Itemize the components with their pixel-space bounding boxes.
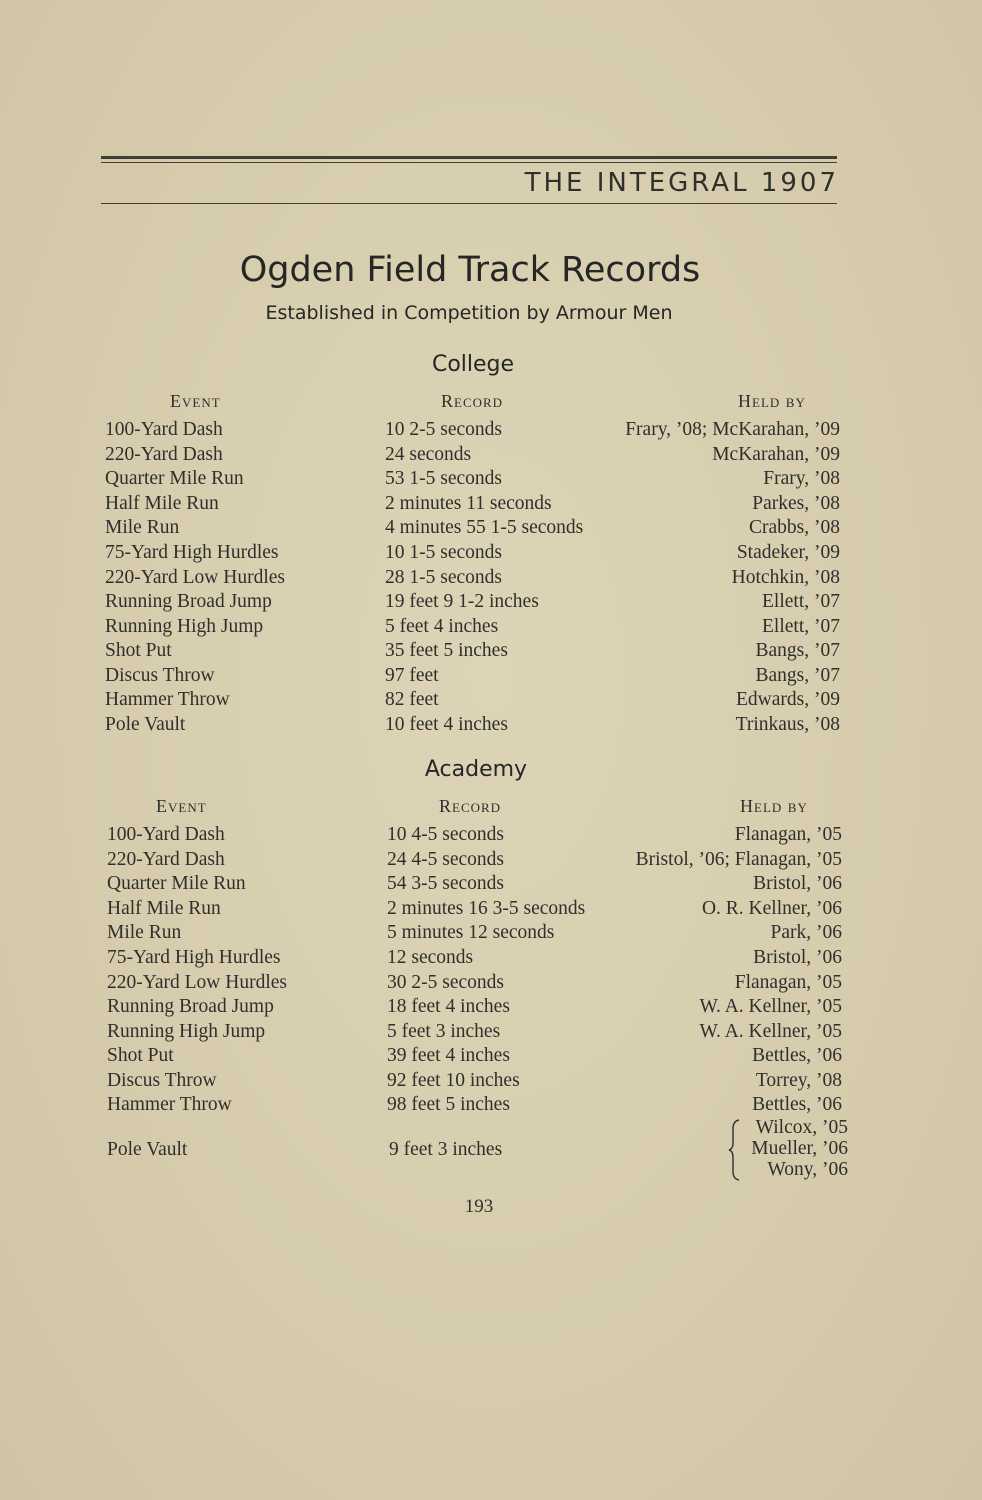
event-name: Running High Jump [105,616,264,637]
record-holder: Ellett, ’07 [762,616,840,637]
record-holder: Frary, ’08; McKarahan, ’09 [625,419,840,440]
event-name: Shot Put [107,1045,174,1066]
academy-record-header: Record [439,796,502,816]
record-holder: Hotchkin, ’08 [731,567,840,588]
record-holder: Edwards, ’09 [736,689,840,710]
college-row [0,540,982,565]
record-value: 24 4-5 seconds [387,849,504,870]
record-value: 9 feet 3 inches [389,1139,503,1160]
record-value: 30 2-5 seconds [387,972,504,993]
academy-section-title: Academy [424,757,528,782]
academy-row [0,1043,982,1068]
academy-row [0,1092,982,1117]
record-holder: Trinkaus, ’08 [735,714,840,735]
record-holder: Bettles, ’06 [752,1094,842,1115]
record-value: 19 feet 9 1-2 inches [385,591,539,612]
page-title: Ogden Field Track Records [239,250,701,290]
event-name: 100-Yard Dash [107,824,225,845]
college-row [0,491,982,516]
record-holder: O. R. Kellner, ’06 [701,898,842,919]
holder-name: Wilcox, ’05 [755,1117,848,1138]
academy-row [0,1019,982,1044]
academy-row [0,896,982,921]
record-holder: Torrey, ’08 [755,1070,842,1091]
record-value: 18 feet 4 inches [387,996,510,1017]
college-row [0,687,982,712]
record-holder: Parkes, ’08 [752,493,840,514]
event-name: Quarter Mile Run [107,873,246,894]
academy-row [0,871,982,896]
record-value: 10 1-5 seconds [385,542,502,563]
record-holder: Frary, ’08 [763,468,840,489]
event-name: Discus Throw [107,1070,217,1091]
event-name: Discus Throw [105,665,215,686]
event-name: Running Broad Jump [107,996,274,1017]
academy-row [0,945,982,970]
event-name: Mile Run [107,922,182,943]
event-name: 75-Yard High Hurdles [105,542,279,563]
event-name: 220-Yard Low Hurdles [107,972,288,993]
record-value: 92 feet 10 inches [387,1070,520,1091]
record-value: 5 minutes 12 seconds [387,922,555,943]
record-holder: W. A. Kellner, ’05 [699,996,842,1017]
event-name: Half Mile Run [105,493,219,514]
college-held-by-header: Held by [738,391,806,411]
event-name: Pole Vault [105,714,186,735]
college-row [0,663,982,688]
event-name: 220-Yard Low Hurdles [105,567,286,588]
holder-names [751,1117,848,1180]
record-holders-group [728,1117,848,1185]
academy-row [0,822,982,847]
academy-row [0,847,982,872]
record-holder: W. A. Kellner, ’05 [699,1021,842,1042]
record-value: 10 feet 4 inches [385,714,508,735]
record-value: 24 seconds [385,444,472,465]
academy-row [0,994,982,1019]
college-row [0,442,982,467]
event-name: Pole Vault [107,1139,188,1160]
record-holder: McKarahan, ’09 [712,444,840,465]
record-value: 28 1-5 seconds [385,567,502,588]
header-rule-bottom [101,203,837,204]
event-name: Running Broad Jump [105,591,272,612]
event-name: 100-Yard Dash [105,419,223,440]
academy-row [0,970,982,995]
record-value: 53 1-5 seconds [385,468,502,489]
record-value: 5 feet 4 inches [385,616,499,637]
event-name: Running High Jump [107,1021,266,1042]
record-value: 12 seconds [387,947,474,968]
record-holder: Bangs, ’07 [755,665,840,686]
record-value: 10 4-5 seconds [387,824,504,845]
record-holder: Stadeker, ’09 [736,542,840,563]
record-value: 4 minutes 55 1-5 seconds [385,517,584,538]
record-holder: Ellett, ’07 [762,591,840,612]
record-holder: Bettles, ’06 [752,1045,842,1066]
event-name: Hammer Throw [105,689,230,710]
record-holder: Bristol, ’06 [753,947,842,968]
event-name: Hammer Throw [107,1094,232,1115]
event-name: 220-Yard Dash [107,849,225,870]
college-row [0,712,982,737]
record-holder: Flanagan, ’05 [734,972,842,993]
page-number: 193 [464,1196,494,1217]
record-value: 10 2-5 seconds [385,419,502,440]
record-holder: Bristol, ’06 [753,873,842,894]
college-record-header: Record [441,391,504,411]
event-name: 75-Yard High Hurdles [107,947,281,968]
curly-brace-icon [728,1117,742,1183]
record-value: 5 feet 3 inches [387,1021,501,1042]
record-holder: Park, ’06 [770,922,842,943]
running-head: THE INTEGRAL 1907 [524,168,839,198]
record-holder: Crabbs, ’08 [749,517,840,538]
college-row [0,589,982,614]
record-value: 39 feet 4 inches [387,1045,510,1066]
record-value: 54 3-5 seconds [387,873,504,894]
college-row [0,565,982,590]
academy-row [0,920,982,945]
college-row [0,466,982,491]
event-name: Mile Run [105,517,180,538]
college-event-header: Event [170,391,221,411]
event-name: Quarter Mile Run [105,468,244,489]
record-value: 2 minutes 16 3-5 seconds [387,898,586,919]
record-holder: Bangs, ’07 [755,640,840,661]
academy-held-by-header: Held by [740,796,808,816]
header-rule-second [101,162,837,163]
academy-row [0,1068,982,1093]
college-section-title: College [431,352,515,377]
record-value: 82 feet [385,689,439,710]
event-name: Shot Put [105,640,172,661]
college-row [0,614,982,639]
header-rule-top [101,156,837,159]
page-subtitle: Established in Competition by Armour Men [265,302,673,324]
event-name: Half Mile Run [107,898,221,919]
record-value: 35 feet 5 inches [385,640,508,661]
record-value: 97 feet [385,665,439,686]
record-holder: Bristol, ’06; Flanagan, ’05 [635,849,842,870]
event-name: 220-Yard Dash [105,444,223,465]
holder-name: Wony, ’06 [767,1159,848,1180]
college-row [0,417,982,442]
college-row [0,515,982,540]
academy-event-header: Event [156,796,207,816]
record-value: 98 feet 5 inches [387,1094,510,1115]
record-value: 2 minutes 11 seconds [385,493,552,514]
college-row [0,638,982,663]
holder-name: Mueller, ’06 [751,1138,848,1159]
record-holder: Flanagan, ’05 [734,824,842,845]
